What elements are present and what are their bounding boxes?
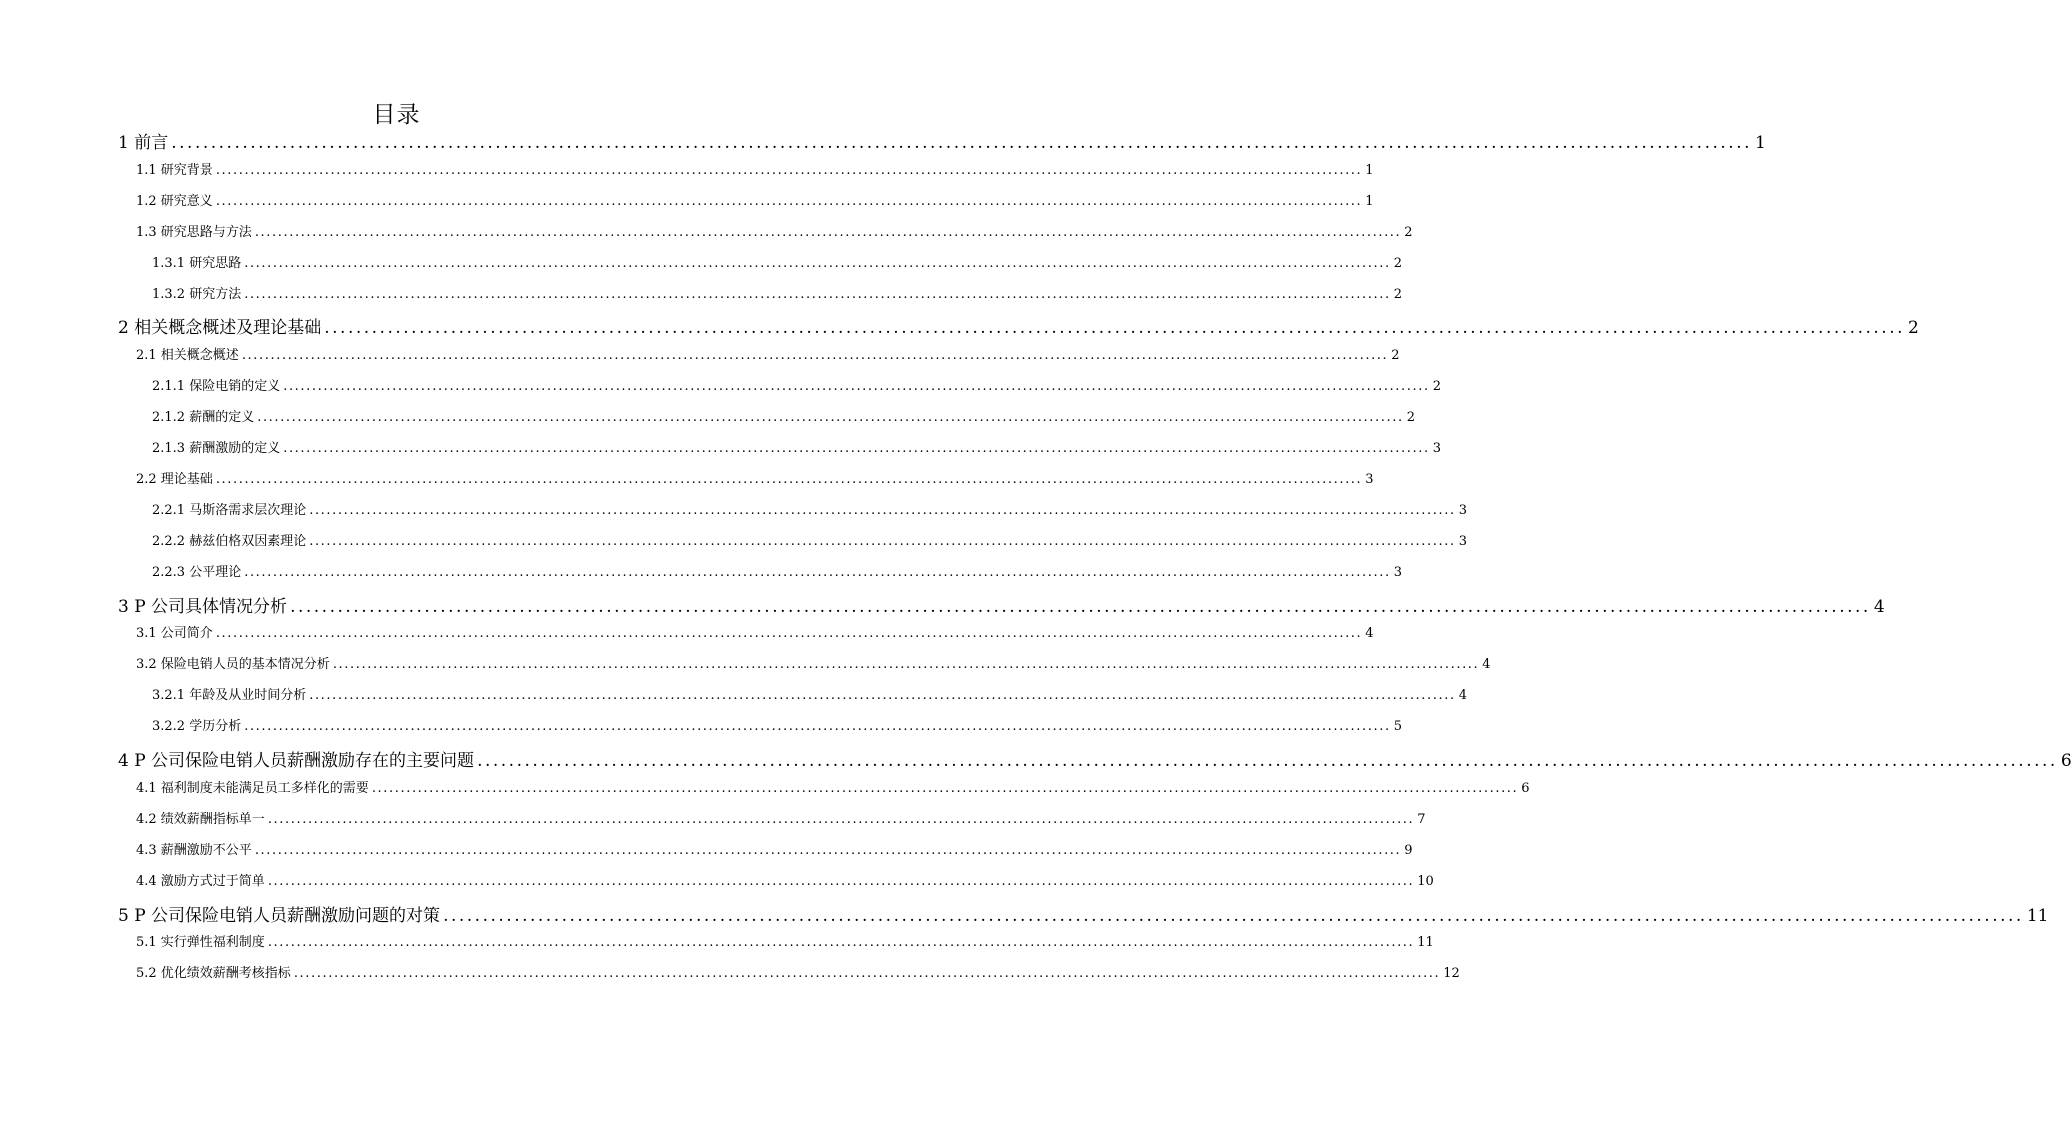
dot-leader: ........................................................................................................................................................................................................ (283, 441, 1430, 456)
toc-entry-label: 3.1 公司简介 (136, 626, 213, 642)
dot-leader: ........................................................................................................................................................................................................ (267, 873, 1415, 889)
toc-entry[interactable] (118, 128, 1766, 153)
toc-entry[interactable] (152, 530, 1467, 549)
toc-entry-page-number: 4 (1458, 688, 1467, 704)
toc-entry-page-number: 9 (1404, 842, 1413, 858)
toc-entry[interactable] (118, 313, 1919, 339)
dot-leader: ........................................................................................................................................................................................................ (215, 162, 1363, 178)
dot-leader: ........................................................................................................................................................................................................ (215, 471, 1363, 487)
dot-leader: ........................................................................................................................................................................................................ (309, 688, 1456, 704)
toc-entry-label: 2.2.3 公平理论 (152, 564, 242, 580)
toc-entry-page-number: 1 (1365, 162, 1374, 178)
toc-entry-page-number: 11 (2026, 905, 2049, 926)
toc-entry[interactable] (136, 468, 1374, 487)
toc-entry-page-number: 3 (1432, 441, 1441, 456)
toc-entry-label: 4.4 激励方式过于简单 (136, 873, 265, 889)
dot-leader: ........................................................................................................................................................................................................ (244, 255, 1391, 271)
toc-entry-label: 1 前言 (118, 133, 169, 153)
toc-entry[interactable] (136, 159, 1374, 178)
toc-entry[interactable] (136, 931, 1434, 951)
toc-entry-page-number: 1 (1365, 193, 1374, 209)
toc-entry[interactable] (136, 622, 1374, 642)
dot-leader: ........................................................................................................................................................................................................ (257, 410, 1404, 426)
dot-leader: ........................................................................................................................................................................................................ (371, 780, 1519, 796)
dot-leader: ........................................................................................................................................................................................................ (244, 564, 1391, 580)
dot-leader: ........................................................................................................................................................................................................ (267, 811, 1415, 827)
toc-entry[interactable] (152, 715, 1402, 735)
toc-title: 目录 (372, 102, 421, 128)
toc-entry-label: 2.1.2 薪酬的定义 (152, 410, 255, 426)
dot-leader: ........................................................................................................................................................................................................ (324, 318, 1905, 339)
toc-entry-page-number: 2 (1908, 318, 1919, 339)
toc-entry[interactable] (136, 344, 1400, 364)
toc-entry-label: 5.2 优化绩效薪酬考核指标 (136, 966, 291, 982)
dot-leader: ........................................................................................................................................................................................................ (477, 751, 2058, 771)
toc-entry[interactable] (152, 561, 1402, 580)
toc-entry[interactable] (152, 375, 1441, 395)
toc-entry[interactable] (136, 839, 1413, 858)
dot-leader: ........................................................................................................................................................................................................ (241, 348, 1389, 364)
toc-entry-page-number: 3 (1458, 502, 1467, 518)
toc-entry-label: 2.2.1 马斯洛需求层次理论 (152, 502, 307, 518)
toc-entry-page-number: 2 (1404, 224, 1413, 240)
toc-entry[interactable] (118, 592, 1885, 617)
dot-leader: ........................................................................................................................................................................................................ (309, 502, 1456, 518)
dot-leader: ........................................................................................................................................................................................................ (215, 193, 1363, 209)
toc-entry[interactable] (152, 252, 1402, 271)
toc-entry[interactable] (152, 283, 1402, 302)
toc-entry[interactable] (152, 437, 1441, 456)
toc-entry-page-number: 3 (1365, 471, 1374, 487)
toc-entry-label: 1.3.2 研究方法 (152, 286, 242, 302)
toc-entry-label: 5.1 实行弹性福利制度 (136, 935, 265, 951)
toc-entry-page-number: 3 (1458, 533, 1467, 549)
dot-leader: ........................................................................................................................................................................................................ (332, 657, 1480, 673)
toc-entry-label: 2.2 理论基础 (136, 471, 213, 487)
dot-leader: ........................................................................................................................................................................................................ (254, 842, 1402, 858)
dot-leader: ........................................................................................................................................................................................................ (171, 133, 1752, 153)
toc-entry-page-number: 2 (1393, 286, 1402, 302)
toc-entry-page-number: 4 (1873, 596, 1885, 617)
toc-entry-page-number: 7 (1417, 811, 1426, 827)
toc-entry-label: 3.2.1 年龄及从业时间分析 (152, 688, 307, 704)
toc-entry-label: 1.3.1 研究思路 (152, 255, 242, 271)
toc-entry-page-number: 2 (1406, 410, 1415, 426)
dot-leader: ........................................................................................................................................................................................................ (267, 935, 1415, 951)
dot-leader: ........................................................................................................................................................................................................ (443, 905, 2024, 926)
toc-entry-page-number: 10 (1417, 873, 1434, 889)
dot-leader: ........................................................................................................................................................................................................ (244, 719, 1391, 735)
toc-entry-label: 1.1 研究背景 (136, 162, 213, 178)
dot-leader: ........................................................................................................................................................................................................ (309, 533, 1456, 549)
toc-entry-page-number: 2 (1432, 379, 1441, 395)
toc-entry-page-number: 6 (2060, 751, 2072, 771)
dot-leader: ........................................................................................................................................................................................................ (215, 626, 1363, 642)
toc-entry[interactable] (152, 684, 1467, 704)
toc-entry[interactable] (118, 901, 2049, 926)
toc-entry-label: 3 P 公司具体情况分析 (118, 596, 288, 617)
dot-leader: ........................................................................................................................................................................................................ (283, 379, 1430, 395)
toc-entry-page-number: 12 (1443, 966, 1460, 982)
toc-entry-page-number: 6 (1521, 780, 1530, 796)
toc-entry-page-number: 3 (1393, 564, 1402, 580)
dot-leader: ........................................................................................................................................................................................................ (254, 224, 1402, 240)
toc-entry-label: 1.3 研究思路与方法 (136, 224, 252, 240)
toc-entry[interactable] (152, 406, 1415, 426)
toc-entry-label: 2.1.3 薪酬激励的定义 (152, 441, 281, 456)
toc-entry-label: 5 P 公司保险电销人员薪酬激励问题的对策 (118, 905, 441, 926)
toc-entry[interactable] (136, 808, 1426, 827)
toc-entry-label: 3.2.2 学历分析 (152, 719, 242, 735)
toc-entry[interactable] (152, 499, 1467, 518)
dot-leader: ........................................................................................................................................................................................................ (244, 286, 1391, 302)
toc-entry-label: 4 P 公司保险电销人员薪酬激励存在的主要问题 (118, 751, 475, 771)
toc-entry[interactable] (136, 962, 1460, 982)
toc-entry-label: 2.1 相关概念概述 (136, 348, 239, 364)
toc-entry[interactable] (136, 653, 1491, 673)
toc-entry-page-number: 4 (1482, 657, 1491, 673)
toc-entry-page-number: 2 (1393, 255, 1402, 271)
toc-entry[interactable] (118, 746, 2072, 771)
toc-entry[interactable] (136, 870, 1434, 889)
toc-entry[interactable] (136, 221, 1413, 240)
toc-entry-page-number: 5 (1393, 719, 1402, 735)
toc-entry-page-number: 11 (1417, 935, 1434, 951)
toc-entry-page-number: 4 (1365, 626, 1374, 642)
toc-entry-label: 3.2 保险电销人员的基本情况分析 (136, 657, 330, 673)
toc-entry-label: 4.2 绩效薪酬指标单一 (136, 811, 265, 827)
toc-entry-label: 2.2.2 赫兹伯格双因素理论 (152, 533, 307, 549)
toc-entry-page-number: 2 (1391, 348, 1400, 364)
toc-entry[interactable] (136, 777, 1530, 796)
toc-entry[interactable] (136, 190, 1374, 209)
toc-entry-label: 2.1.1 保险电销的定义 (152, 379, 281, 395)
toc-entry-label: 4.3 薪酬激励不公平 (136, 842, 252, 858)
toc-entry-label: 2 相关概念概述及理论基础 (118, 318, 322, 339)
toc-entry-label: 4.1 福利制度未能满足员工多样化的需要 (136, 780, 369, 796)
dot-leader: ........................................................................................................................................................................................................ (290, 596, 1871, 617)
toc-entry-page-number: 1 (1755, 133, 1766, 153)
toc-entry-label: 1.2 研究意义 (136, 193, 213, 209)
dot-leader: ........................................................................................................................................................................................................ (293, 966, 1441, 982)
